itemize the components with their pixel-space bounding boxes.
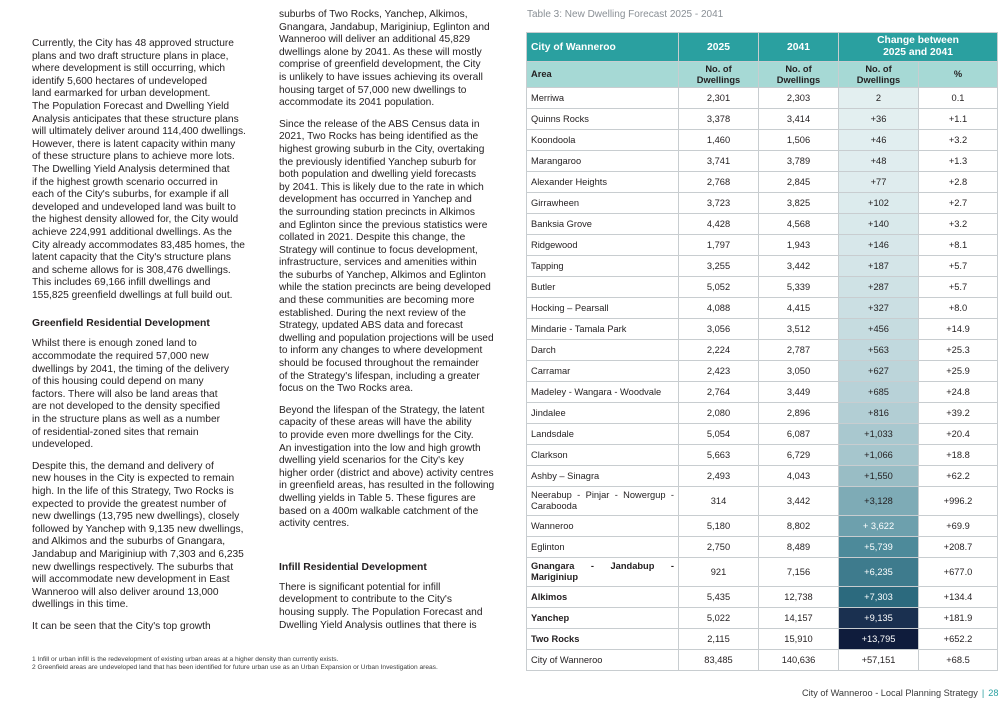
cell-area: Clarkson [527, 445, 679, 466]
subheader-area: Area [527, 62, 679, 88]
cell-dwellings-2041: 3,050 [759, 361, 839, 382]
paragraph: It can be seen that the City's top growth [32, 620, 211, 632]
cell-change: +187 [839, 256, 919, 277]
cell-dwellings-2041: 5,339 [759, 277, 839, 298]
cell-percent: +8.0 [919, 298, 998, 319]
table-row [527, 298, 998, 319]
footnote-1: 1 Infill or urban infill is the redevelopment of existing urban areas at a higher density than currently exists. [32, 656, 339, 663]
table-row [527, 445, 998, 466]
header-2025: 2025 [679, 33, 759, 62]
table-row [527, 151, 998, 172]
table-row [527, 235, 998, 256]
table-row [527, 629, 998, 650]
paragraph: Whilst there is enough zoned land to accommodate the required 57,000 new dwellings by 2041, the timing of the delivery of this housing could depend on many factors. There will also be land areas that are not developed to the density specified in the structure plans as well as a number of residential-zoned sites that remain undeveloped. [32, 338, 230, 451]
cell-dwellings-2041: 3,442 [759, 487, 839, 516]
cell-area: Tapping [527, 256, 679, 277]
paragraph: Currently, the City has 48 approved structure plans and two draft structure plans in place, where development is still occurring, which identify 5,600 hectares of undeveloped land earmarked for urban development. The Population Forecast and Dwelling Yield Analysis anticipates that these structure plans will ultimately deliver around 114,400 dwellings. However, there is latent capacity within many of these structure plans to achieve more lots. The Dwelling Yield Analysis determined that if the highest growth scenario occurred in each of the City's suburbs, for example if all developed and undeveloped land was built to the highest density allowed for, the City would achieve 224,991 additional dwellings. As the City already accommodates 83,485 homes, the latent capacity that the City's structure plans and scheme allows for is 308,476 dwellings. This includes 69,166 infill dwellings and 155,825 greenfield dwellings at full build out. [32, 38, 246, 301]
cell-change: +9,135 [839, 608, 919, 629]
cell-dwellings-2025: 3,723 [679, 193, 759, 214]
cell-percent: +996.2 [919, 487, 998, 516]
cell-dwellings-2025: 1,797 [679, 235, 759, 256]
cell-dwellings-2041: 3,825 [759, 193, 839, 214]
cell-area: Hocking – Pearsall [527, 298, 679, 319]
cell-area: Koondoola [527, 130, 679, 151]
cell-percent: +39.2 [919, 403, 998, 424]
cell-dwellings-2041: 2,896 [759, 403, 839, 424]
cell-change: +57,151 [839, 650, 919, 671]
subheader-no-2025: No. of Dwellings [679, 62, 759, 88]
subheader-percent: % [919, 62, 998, 88]
table-row [527, 466, 998, 487]
cell-dwellings-2025: 2,423 [679, 361, 759, 382]
cell-dwellings-2041: 1,943 [759, 235, 839, 256]
cell-change: +36 [839, 109, 919, 130]
cell-area: Banksia Grove [527, 214, 679, 235]
table-row [527, 587, 998, 608]
cell-change: +816 [839, 403, 919, 424]
cell-area: Eglinton [527, 537, 679, 558]
footer-title: City of Wanneroo - Local Planning Strategy [802, 688, 978, 698]
cell-change: +456 [839, 319, 919, 340]
cell-percent: +1.3 [919, 151, 998, 172]
cell-percent: +18.8 [919, 445, 998, 466]
cell-percent: +8.1 [919, 235, 998, 256]
cell-change: +5,739 [839, 537, 919, 558]
cell-area: Quinns Rocks [527, 109, 679, 130]
cell-change: +140 [839, 214, 919, 235]
cell-percent: +208.7 [919, 537, 998, 558]
cell-dwellings-2041: 3,449 [759, 382, 839, 403]
table-row [527, 361, 998, 382]
cell-dwellings-2025: 3,378 [679, 109, 759, 130]
header-2041: 2041 [759, 33, 839, 62]
cell-percent: +24.8 [919, 382, 998, 403]
table-row [527, 537, 998, 558]
cell-area: Landsdale [527, 424, 679, 445]
cell-area: Neerabup - Pinjar - Nowergup - Carabooda [527, 487, 679, 516]
cell-dwellings-2025: 3,741 [679, 151, 759, 172]
cell-area: Madeley - Wangara - Woodvale [527, 382, 679, 403]
cell-change: +1,550 [839, 466, 919, 487]
cell-dwellings-2041: 1,506 [759, 130, 839, 151]
cell-area: Mindarie - Tamala Park [527, 319, 679, 340]
cell-dwellings-2025: 5,022 [679, 608, 759, 629]
subheader-no-change: No. of Dwellings [839, 62, 919, 88]
table-body [527, 88, 998, 671]
cell-dwellings-2025: 83,485 [679, 650, 759, 671]
cell-percent: +2.8 [919, 172, 998, 193]
footer-separator: | [981, 688, 985, 698]
table-row [527, 172, 998, 193]
cell-dwellings-2041: 4,043 [759, 466, 839, 487]
table-row [527, 382, 998, 403]
table-row [527, 650, 998, 671]
cell-change: +287 [839, 277, 919, 298]
cell-dwellings-2041: 7,156 [759, 558, 839, 587]
page-footer [802, 688, 998, 698]
cell-area: Ashby – Sinagra [527, 466, 679, 487]
table-row [527, 193, 998, 214]
cell-percent: +134.4 [919, 587, 998, 608]
cell-percent: +677.0 [919, 558, 998, 587]
cell-area: Girrawheen [527, 193, 679, 214]
cell-percent: +5.7 [919, 256, 998, 277]
cell-dwellings-2041: 2,787 [759, 340, 839, 361]
table-row [527, 256, 998, 277]
text-column-left [32, 38, 250, 643]
cell-change: +13,795 [839, 629, 919, 650]
table-row [527, 424, 998, 445]
table-row [527, 214, 998, 235]
cell-area: Ridgewood [527, 235, 679, 256]
cell-dwellings-2041: 14,157 [759, 608, 839, 629]
cell-percent: +20.4 [919, 424, 998, 445]
cell-area: City of Wanneroo [527, 650, 679, 671]
cell-dwellings-2025: 5,180 [679, 516, 759, 537]
cell-change: +627 [839, 361, 919, 382]
cell-area: Butler [527, 277, 679, 298]
cell-dwellings-2025: 921 [679, 558, 759, 587]
cell-dwellings-2041: 8,802 [759, 516, 839, 537]
cell-change: +6,235 [839, 558, 919, 587]
cell-percent: +14.9 [919, 319, 998, 340]
cell-area: Alkimos [527, 587, 679, 608]
cell-dwellings-2025: 2,115 [679, 629, 759, 650]
cell-change: 2 [839, 88, 919, 109]
table-row [527, 88, 998, 109]
cell-dwellings-2041: 3,512 [759, 319, 839, 340]
cell-percent: +3.2 [919, 130, 998, 151]
cell-dwellings-2025: 2,301 [679, 88, 759, 109]
header-city: City of Wanneroo [527, 33, 679, 62]
cell-dwellings-2025: 2,224 [679, 340, 759, 361]
cell-area: Jindalee [527, 403, 679, 424]
cell-percent: +5.7 [919, 277, 998, 298]
table-row [527, 277, 998, 298]
cell-percent: +25.3 [919, 340, 998, 361]
footnote-2: 2 Greenfield areas are undeveloped land that has been identified for future urban use as an Urban Expansion or Urban Investigation areas. [32, 664, 438, 672]
cell-change: +46 [839, 130, 919, 151]
cell-dwellings-2041: 3,414 [759, 109, 839, 130]
cell-dwellings-2025: 5,052 [679, 277, 759, 298]
cell-dwellings-2041: 2,845 [759, 172, 839, 193]
cell-dwellings-2025: 5,663 [679, 445, 759, 466]
header-change: Change between 2025 and 2041 [839, 33, 998, 62]
cell-percent: 0.1 [919, 88, 998, 109]
cell-percent: +62.2 [919, 466, 998, 487]
cell-dwellings-2025: 3,056 [679, 319, 759, 340]
cell-dwellings-2025: 314 [679, 487, 759, 516]
table-row [527, 109, 998, 130]
table-row [527, 487, 998, 516]
paragraph: Beyond the lifespan of the Strategy, the latent capacity of these areas will have the ability to provide even more dwellings for the City. An investigation into the low and high growth dwelling yield scenarios for the City's key higher order (district and above) activity centres in greenfield areas, has resulted in the following dwelling yields in Table 5. These figures are based on a 400m walkable catchment of the activity centres. [279, 404, 495, 530]
cell-dwellings-2025: 2,080 [679, 403, 759, 424]
paragraph: Despite this, the demand and delivery of new houses in the City is expected to remain high. In the life of this Strategy, Two Rocks is expected to provide the greatest number of new dwellings (13,795 new dwellings), closely followed by Yanchep with 9,135 new dwellings, and Alkimos and the suburbs of Gnangara, Jandabup and Mariginiup with 7,303 and 6,235 new dwellings respectively. The suburbs that will accommodate new development in East Wanneroo will also deliver around 13,000 dwellings in this time. [32, 460, 244, 611]
paragraph: There is significant potential for infill development to contribute to the City's housing supply. The Population Forecast and Dwelling Yield Analysis outlines that there is [279, 581, 483, 631]
cell-dwellings-2025: 2,764 [679, 382, 759, 403]
table-row [527, 403, 998, 424]
cell-dwellings-2025: 5,054 [679, 424, 759, 445]
cell-percent: +69.9 [919, 516, 998, 537]
cell-area: Yanchep [527, 608, 679, 629]
cell-change: +102 [839, 193, 919, 214]
cell-dwellings-2025: 5,435 [679, 587, 759, 608]
table-subheader-row [527, 62, 998, 88]
cell-dwellings-2025: 4,428 [679, 214, 759, 235]
cell-dwellings-2041: 2,303 [759, 88, 839, 109]
cell-change: +563 [839, 340, 919, 361]
cell-change: +327 [839, 298, 919, 319]
page-number: 28 [988, 688, 999, 698]
table-row [527, 558, 998, 587]
cell-percent: +25.9 [919, 361, 998, 382]
subheader-no-2041: No. of Dwellings [759, 62, 839, 88]
cell-area: Wanneroo [527, 516, 679, 537]
cell-percent: +2.7 [919, 193, 998, 214]
cell-change: + 3,622 [839, 516, 919, 537]
cell-change: +77 [839, 172, 919, 193]
table-row [527, 516, 998, 537]
cell-change: +3,128 [839, 487, 919, 516]
cell-change: +7,303 [839, 587, 919, 608]
cell-percent: +68.5 [919, 650, 998, 671]
cell-dwellings-2041: 140,636 [759, 650, 839, 671]
cell-area: Marangaroo [527, 151, 679, 172]
table-row [527, 130, 998, 151]
cell-dwellings-2025: 4,088 [679, 298, 759, 319]
cell-dwellings-2025: 2,750 [679, 537, 759, 558]
cell-change: +146 [839, 235, 919, 256]
cell-change: +1,033 [839, 424, 919, 445]
table-caption: Table 3: New Dwelling Forecast 2025 - 2041 [527, 9, 724, 20]
cell-percent: +652.2 [919, 629, 998, 650]
cell-dwellings-2041: 6,729 [759, 445, 839, 466]
cell-dwellings-2041: 3,442 [759, 256, 839, 277]
cell-dwellings-2041: 3,789 [759, 151, 839, 172]
footnotes [32, 656, 512, 673]
table-row [527, 608, 998, 629]
cell-dwellings-2041: 15,910 [759, 629, 839, 650]
cell-dwellings-2025: 2,768 [679, 172, 759, 193]
paragraph: Since the release of the ABS Census data in 2021, Two Rocks has being identified as the highest growing suburb in the City, overtaking the previously identified Yanchep suburb for both population and dwelling yield forecasts by 2041. This is likely due to the rate in which development has occurred in Yanchep and the surrounding station precincts in Alkimos and Eglinton since the previous statistics were collated in 2021. Despite this change, the Strategy will continue to focus development, infrastructure, services and amenities within the suburbs of Yanchep, Alkimos and Eglinton while the station precincts are being developed and these communities are becoming more established. During the next review of the Strategy, updated ABS data and forecast dwelling and population projections will be used to inform any changes to where development should be focused throughout the remainder of the Strategy's lifespan, including a greater focus on the Two Rocks area. [279, 118, 494, 395]
cell-change: +1,066 [839, 445, 919, 466]
cell-change: +685 [839, 382, 919, 403]
table-row [527, 340, 998, 361]
table-row [527, 319, 998, 340]
section-heading-greenfield: Greenfield Residential Development [32, 318, 210, 330]
paragraph: suburbs of Two Rocks, Yanchep, Alkimos, Gnangara, Jandabup, Mariginiup, Eglinton and Wanneroo will deliver an additional 45,829 dwellings alone by 2041. As these will mostly comprise of greenfield development, the City is unlikely to have issues achieving its overall housing target of 57,000 new dwellings to accommodate its 2041 population. [279, 9, 490, 109]
cell-dwellings-2041: 12,738 [759, 587, 839, 608]
dwelling-forecast-table [526, 32, 998, 671]
cell-dwellings-2041: 4,415 [759, 298, 839, 319]
cell-percent: +1.1 [919, 109, 998, 130]
cell-area: Alexander Heights [527, 172, 679, 193]
table-header-row [527, 33, 998, 62]
cell-percent: +181.9 [919, 608, 998, 629]
text-column-middle [279, 9, 504, 641]
cell-dwellings-2025: 2,493 [679, 466, 759, 487]
section-heading-infill: Infill Residential Development [279, 561, 427, 573]
cell-percent: +3.2 [919, 214, 998, 235]
cell-area: Two Rocks [527, 629, 679, 650]
cell-area: Darch [527, 340, 679, 361]
cell-area: Merriwa [527, 88, 679, 109]
cell-area: Carramar [527, 361, 679, 382]
cell-change: +48 [839, 151, 919, 172]
cell-dwellings-2041: 4,568 [759, 214, 839, 235]
cell-dwellings-2025: 1,460 [679, 130, 759, 151]
cell-dwellings-2041: 8,489 [759, 537, 839, 558]
cell-area: Gnangara - Jandabup - Mariginiup [527, 558, 679, 587]
cell-dwellings-2025: 3,255 [679, 256, 759, 277]
cell-dwellings-2041: 6,087 [759, 424, 839, 445]
